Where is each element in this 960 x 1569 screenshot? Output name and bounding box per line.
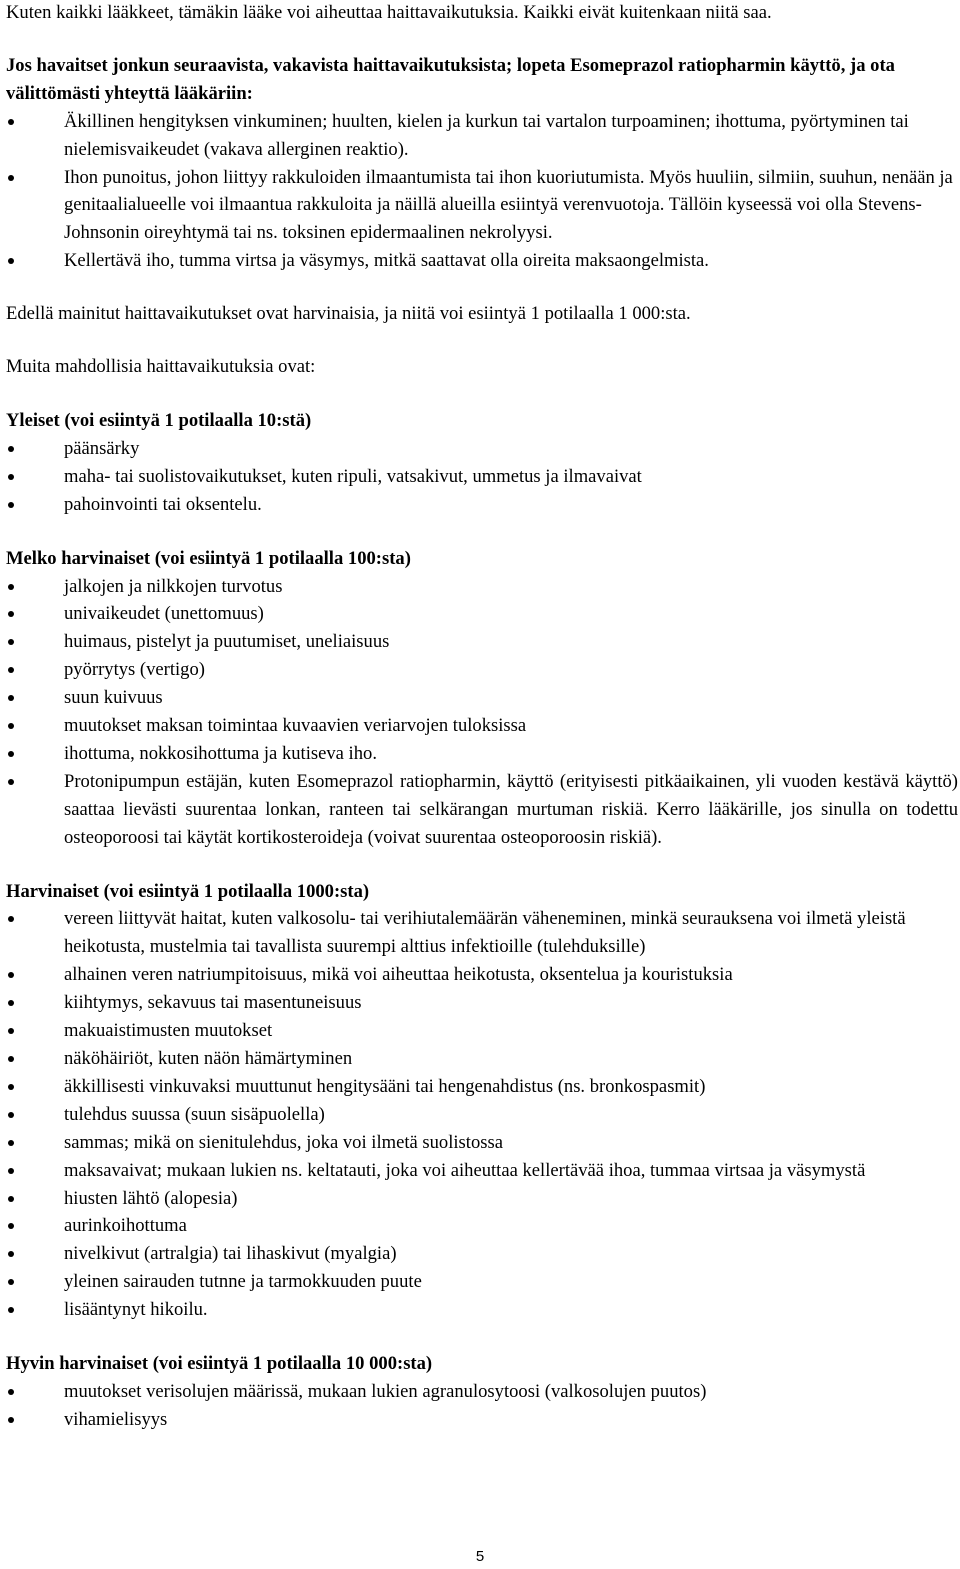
page-number: 5 xyxy=(475,1548,485,1565)
warning-item: Kellertävä iho, tumma virtsa ja väsymys, mitkä saattavat olla oireita maksaongelmista. xyxy=(6,247,958,275)
list-item: sammas; mikä on sienitulehdus, joka voi ilmetä suolistossa xyxy=(6,1129,958,1157)
list-item: tulehdus suussa (suun sisäpuolella) xyxy=(6,1101,958,1129)
section-heading-common: Yleiset (voi esiintyä 1 potilaalla 10:stä) xyxy=(6,409,312,431)
rare-list xyxy=(6,905,958,1324)
list-item: muutokset maksan toimintaa kuvaavien veriarvojen tuloksissa xyxy=(6,712,958,740)
warning-list xyxy=(6,108,958,275)
warning-item: Äkillinen hengityksen vinkuminen; huulten, kielen ja kurkun tai vartalon turpoaminen; ihottuma, pyörtyminen tai nielemisvaikeudet (vakava allerginen reaktio). xyxy=(6,108,958,164)
section-heading-very-rare: Hyvin harvinaiset (voi esiintyä 1 potilaalla 10 000:sta) xyxy=(6,1353,433,1375)
list-item: pyörrytys (vertigo) xyxy=(6,656,958,684)
list-item: kiihtymys, sekavuus tai masentuneisuus xyxy=(6,989,958,1017)
list-item: maha- tai suolistovaikutukset, kuten ripuli, vatsakivut, ummetus ja ilmavaivat xyxy=(6,463,958,491)
list-item: suun kuivuus xyxy=(6,684,958,712)
list-item: yleinen sairauden tutnne ja tarmokkuuden puute xyxy=(6,1268,958,1296)
list-item: hiusten lähtö (alopesia) xyxy=(6,1185,958,1213)
document-page xyxy=(6,0,958,1434)
list-item: lisääntynyt hikoilu. xyxy=(6,1296,958,1324)
very-rare-list xyxy=(6,1378,958,1434)
list-item: maksavaivat; mukaan lukien ns. keltatauti, joka voi aiheuttaa kellertävää ihoa, tummaa virtsaa ja väsymystä xyxy=(6,1157,958,1185)
list-item: jalkojen ja nilkkojen turvotus xyxy=(6,573,958,601)
list-item: aurinkoihottuma xyxy=(6,1212,958,1240)
list-item: huimaus, pistelyt ja puutumiset, uneliaisuus xyxy=(6,628,958,656)
list-item: makuaistimusten muutokset xyxy=(6,1017,958,1045)
list-item: Protonipumpun estäjän, kuten Esomeprazol ratiopharmin, käyttö (erityisesti pitkäaikainen, yli vuoden kestävä käyttö) saattaa lievästi suurentaa lonkan, ranteen tai selkärangan murtuman riskiä. Kerro lääkärille, jos sinulla on todettu osteoporoosi tai käytät kortikosteroideja (voivat suurentaa osteoporoosin riskiä). xyxy=(6,768,958,852)
rare-note: Edellä mainitut haittavaikutukset ovat harvinaisia, ja niitä voi esiintyä 1 potilaalla 1 000:sta. xyxy=(6,303,691,325)
other-effects-intro: Muita mahdollisia haittavaikutuksia ovat: xyxy=(6,356,316,378)
list-item: nivelkivut (artralgia) tai lihaskivut (myalgia) xyxy=(6,1240,958,1268)
uncommon-list xyxy=(6,573,958,852)
warning-heading: Jos havaitset jonkun seuraavista, vakavista haittavaikutuksista; lopeta Esomeprazol ratiopharmin käyttö, ja ota välittömästi yhteyttä lääkäriin: xyxy=(6,54,895,104)
list-item: vihamielisyys xyxy=(6,1406,958,1434)
list-item: näköhäiriöt, kuten näön hämärtyminen xyxy=(6,1045,958,1073)
intro-paragraph: Kuten kaikki lääkkeet, tämäkin lääke voi aiheuttaa haittavaikutuksia. Kaikki eivät kuitenkaan niitä saa. xyxy=(6,2,772,23)
list-item: pahoinvointi tai oksentelu. xyxy=(6,491,958,519)
list-item: muutokset verisolujen määrissä, mukaan lukien agranulosytoosi (valkosolujen puutos) xyxy=(6,1378,958,1406)
list-item: päänsärky xyxy=(6,435,958,463)
list-item: äkkillisesti vinkuvaksi muuttunut hengitysääni tai hengenahdistus (ns. bronkospasmit) xyxy=(6,1073,958,1101)
list-item: ihottuma, nokkosihottuma ja kutiseva iho. xyxy=(6,740,958,768)
list-item: univaikeudet (unettomuus) xyxy=(6,600,958,628)
common-list xyxy=(6,435,958,519)
list-item: vereen liittyvät haitat, kuten valkosolu- tai verihiutalemäärän väheneminen, minkä seurauksena voi ilmetä yleistä heikotusta, mustelmia tai tavallista suurempi alttius infektioille (tulehduksille) xyxy=(6,905,958,961)
section-heading-rare: Harvinaiset (voi esiintyä 1 potilaalla 1000:sta) xyxy=(6,880,370,902)
section-heading-uncommon: Melko harvinaiset (voi esiintyä 1 potilaalla 100:sta) xyxy=(6,547,411,569)
warning-item: Ihon punoitus, johon liittyy rakkuloiden ilmaantumista tai ihon kuoriutumista. Myös huuliin, silmiin, suuhun, nenään ja genitaalialueelle voi ilmaantua rakkuloita ja näillä alueilla esiintyä verenvuotoja. Tällöin kyseessä voi olla Stevens-Johnsonin oireyhtymä tai ns. toksinen epidermaalinen nekrolyysi. xyxy=(6,164,958,248)
list-item: alhainen veren natriumpitoisuus, mikä voi aiheuttaa heikotusta, oksentelua ja kouristuksia xyxy=(6,961,958,989)
